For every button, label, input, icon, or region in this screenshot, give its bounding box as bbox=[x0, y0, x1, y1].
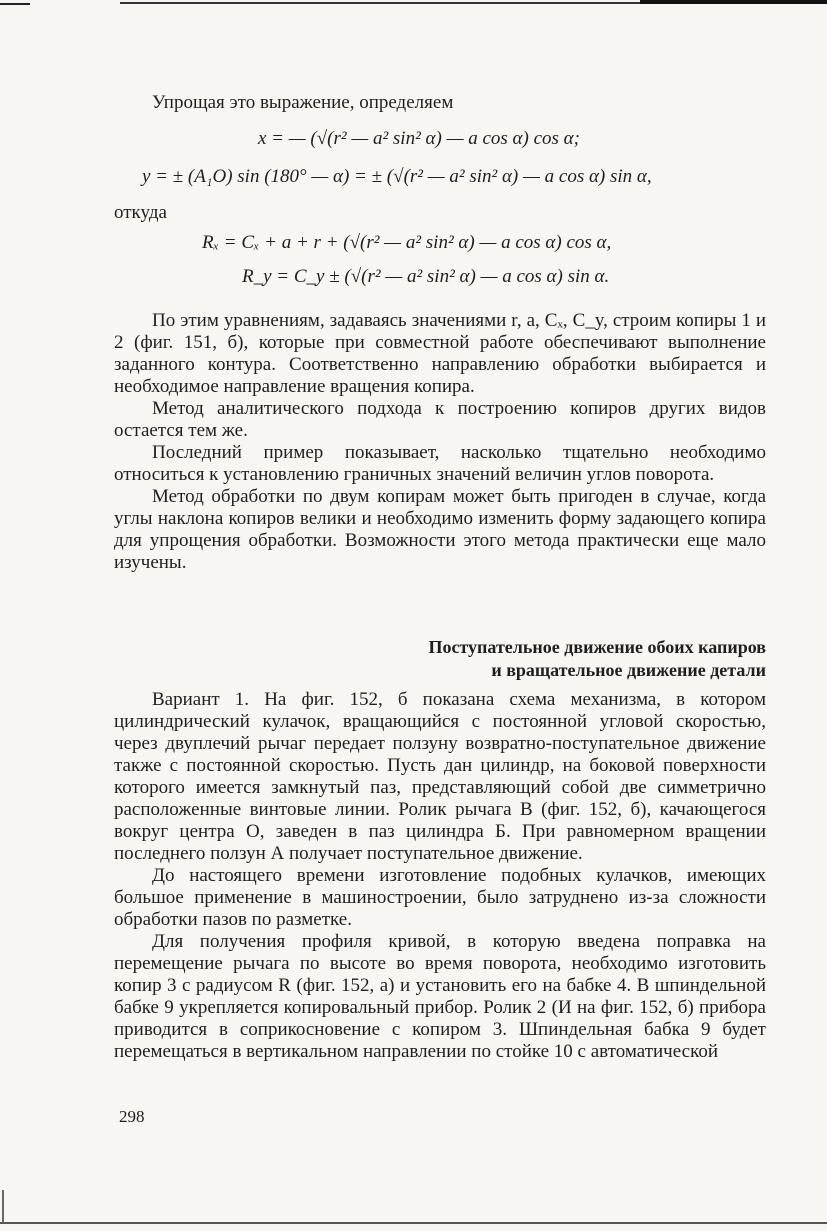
section-body bbox=[114, 689, 766, 1063]
otkuda-label: откуда bbox=[114, 202, 167, 223]
paragraph: До настоящего времени изготовление подобных кулачков, имеющих большое применение в машиностроении, было затруднено из-за сложности обработки пазов по разметке. bbox=[114, 865, 766, 930]
scan-bottom-edge bbox=[0, 1222, 827, 1224]
scan-left-mark bbox=[2, 1190, 4, 1222]
page-number: 298 bbox=[119, 1107, 145, 1126]
equation-y: y = ± (A₁O) sin (180° — α) = ± (√(r² — a² sin² α) — a cos α) sin α, bbox=[142, 166, 652, 187]
paragraph: Вариант 1. На фиг. 152, б показана схема механизма, в котором цилиндрический кулачок, вращающийся с постоянной угловой скоростью, через двуплечий рычаг передает ползуну возвратно-поступательное движение также с постоянной скоростью. Пусть дан цилиндр, на боковой поверхности которого имеется замкнутый паз, представляющий собой две симметрично расположенные винтовые линии. Ролик рычага В (фиг. 152, б), качающегося вокруг центра О, заведен в паз цилиндра Б. При равномерном вращении последнего ползун А получает поступательное движение. bbox=[114, 689, 766, 864]
paragraph-block bbox=[114, 310, 766, 574]
equation-rx: Rₓ = Cₓ + a + r + (√(r² — a² sin² α) — a cos α) cos α, bbox=[202, 232, 612, 253]
equation-ry: R_y = C_y ± (√(r² — a² sin² α) — a cos α) sin α. bbox=[242, 266, 610, 287]
intro-line: Упрощая это выражение, определяем bbox=[152, 92, 454, 113]
paragraph: Метод обработки по двум копирам может быть пригоден в случае, когда углы наклона копиров велики и необходимо изменить форму задающего копира для упрощения обработки. Возможности этого метода практически еще мало изучены. bbox=[114, 486, 766, 573]
paragraph: Метод аналитического подхода к построению копиров других видов остается тем же. bbox=[114, 398, 766, 441]
section-heading-line-1: Поступательное движение обоих капиров bbox=[428, 637, 766, 657]
paragraph: По этим уравнениям, задаваясь значениями r, a, Cₓ, C_y, строим копиры 1 и 2 (фиг. 151, б), которые при совместной работе обеспечивают выполнение заданного контура. Соответственно направлению обработки выбирается и необходимое направление вращения копира. bbox=[114, 310, 766, 397]
equation-x: x = — (√(r² — a² sin² α) — a cos α) cos α; bbox=[258, 128, 580, 149]
scan-top-edge bbox=[0, 0, 827, 6]
section-heading-line-2: и вращательное движение детали bbox=[491, 660, 766, 680]
paragraph: Для получения профиля кривой, в которую введена поправка на перемещение рычага по высоте во время поворота, необходимо изготовить копир 3 с радиусом R (фиг. 152, а) и установить его на бабке 4. В шпиндельной бабке 9 укрепляется копировальный прибор. Ролик 2 (И на фиг. 152, б) прибора приводится в соприкосновение с копиром 3. Шпиндельная бабка 9 будет перемещаться в вертикальном направлении по стойке 10 с автоматической bbox=[114, 931, 766, 1062]
paragraph: Последний пример показывает, насколько тщательно необходимо относиться к установлению граничных значений величин углов поворота. bbox=[114, 442, 766, 485]
section-heading bbox=[428, 636, 766, 682]
